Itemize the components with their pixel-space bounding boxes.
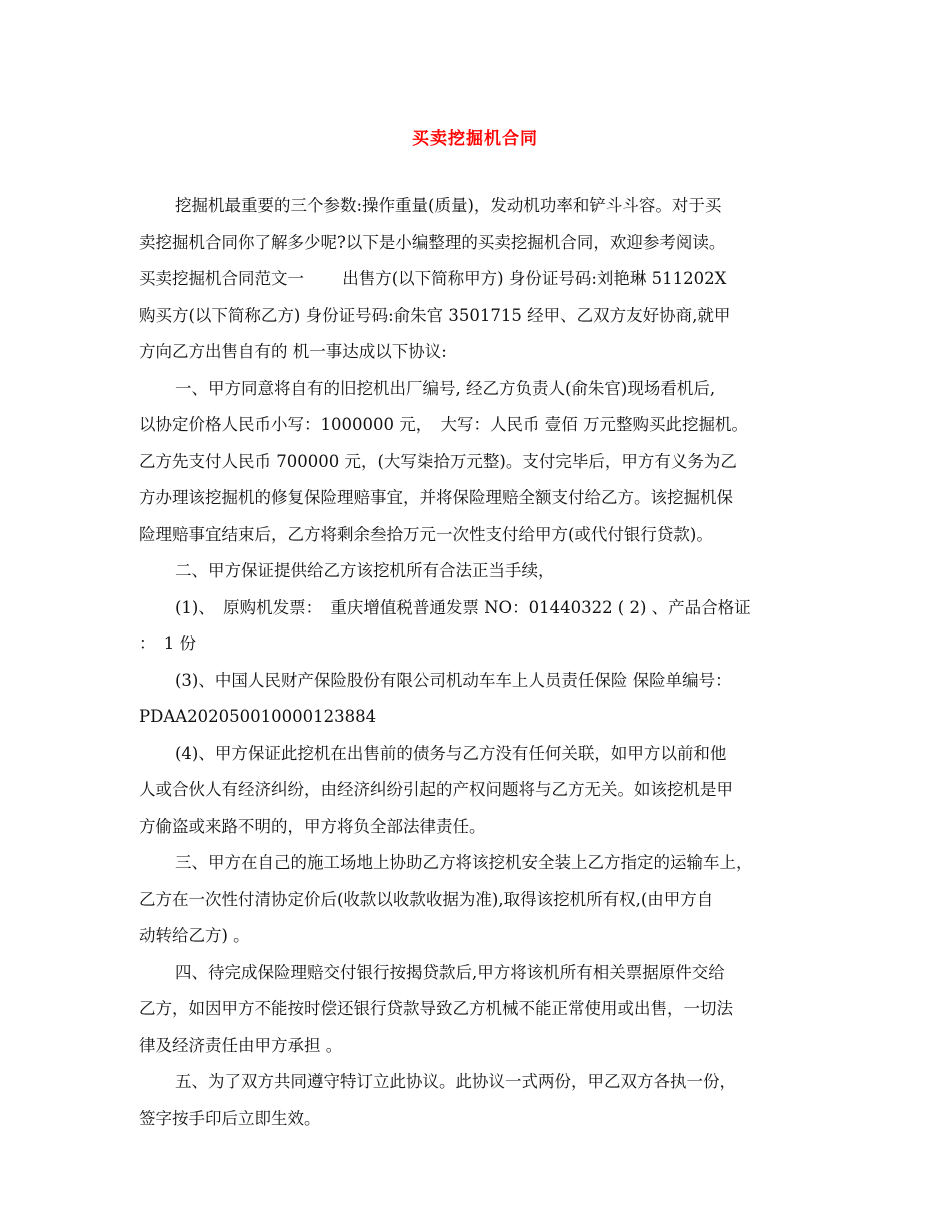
document-body	[139, 188, 815, 1137]
paragraph-line: 方办理该挖掘机的修复保险理赔事宜，并将保险理赔全额支付给乙方。该挖掘机保	[139, 488, 733, 507]
paragraph-line: 方偷盗或来路不明的，甲方将负全部法律责任。	[139, 816, 486, 836]
paragraph-line: 人或合伙人有经济纠纷，由经济纠纷引起的产权问题将与乙方无关。如该挖机是甲	[139, 780, 733, 799]
paragraph-line: 卖挖掘机合同你了解多少呢?以下是小编整理的买卖挖掘机合同，欢迎参考阅读。	[139, 232, 726, 252]
paragraph-line: 三、甲方在自己的施工场地上协助乙方将该挖机安全装上乙方指定的运输车上，	[175, 853, 753, 872]
paragraph-line: 乙方在一次性付清协定价后(收款以收款收据为准),取得该挖机所有权,(由甲方自	[139, 889, 714, 909]
paragraph-line: 签字按手印后立即生效。	[139, 1108, 321, 1128]
paragraph-line: PDAA202050010000123884	[139, 707, 377, 726]
paragraph-line: 律及经济责任由甲方承担 。	[139, 1035, 343, 1055]
paragraph-line: 以协定价格人民币小写：1000000 元， 大写：人民币 壹佰 万元整购买此挖掘机。	[139, 415, 748, 434]
paragraph-line: 挖掘机最重要的三个参数:操作重量(质量)，发动机功率和铲斗斗容。对于买	[175, 196, 722, 215]
document-title: 买卖挖掘机合同	[412, 129, 538, 149]
paragraph-line: 险理赔事宜结束后，乙方将剩余叁拾万元一次性支付给甲方(或代付银行贷款)。	[139, 524, 713, 544]
paragraph-line: ： 1 份	[139, 634, 196, 653]
paragraph-line: 二、甲方保证提供给乙方该挖机所有合法正当手续，	[175, 561, 555, 580]
paragraph-line: 动转给乙方) 。	[139, 926, 250, 945]
paragraph-line: 乙方，如因甲方不能按时偿还银行贷款导致乙方机械不能正常使用或出售，一切法	[139, 999, 733, 1018]
paragraph-line: (1)、 原购机发票： 重庆增值税普通发票 NO：01440322 ( 2) 、产品合格证	[175, 597, 751, 617]
paragraph-line: 四、待完成保险理赔交付银行按揭贷款后,甲方将该机所有相关票据原件交给	[175, 962, 725, 982]
paragraph-line: 一、甲方同意将自有的旧挖机出厂编号, 经乙方负责人(俞朱官)现场看机后,	[175, 378, 716, 398]
paragraph-line: 五、为了双方共同遵守特订立此协议。此协议一式两份，甲乙双方各执一份，	[175, 1072, 736, 1091]
paragraph-line: (4)、甲方保证此挖机在出售前的债务与乙方没有任何关联，如甲方以前和他	[175, 743, 727, 763]
paragraph-line: (3)、中国人民财产保险股份有限公司机动车车上人员责任保险 保险单编号：	[175, 670, 732, 690]
paragraph-line: 买卖挖掘机合同范文一 出售方(以下简称甲方) 身份证号码:刘艳琳 511202X	[139, 269, 727, 288]
paragraph-line: 乙方先支付人民币 700000 元，(大写柒拾万元整)。支付完毕后，甲方有义务为乙	[139, 451, 737, 471]
paragraph-line: 方向乙方出售自有的 机一事达成以下协议:	[139, 342, 447, 361]
paragraph-line: 购买方(以下简称乙方) 身份证号码:俞朱官 3501715 经甲、乙双方友好协商,就甲	[139, 305, 731, 325]
